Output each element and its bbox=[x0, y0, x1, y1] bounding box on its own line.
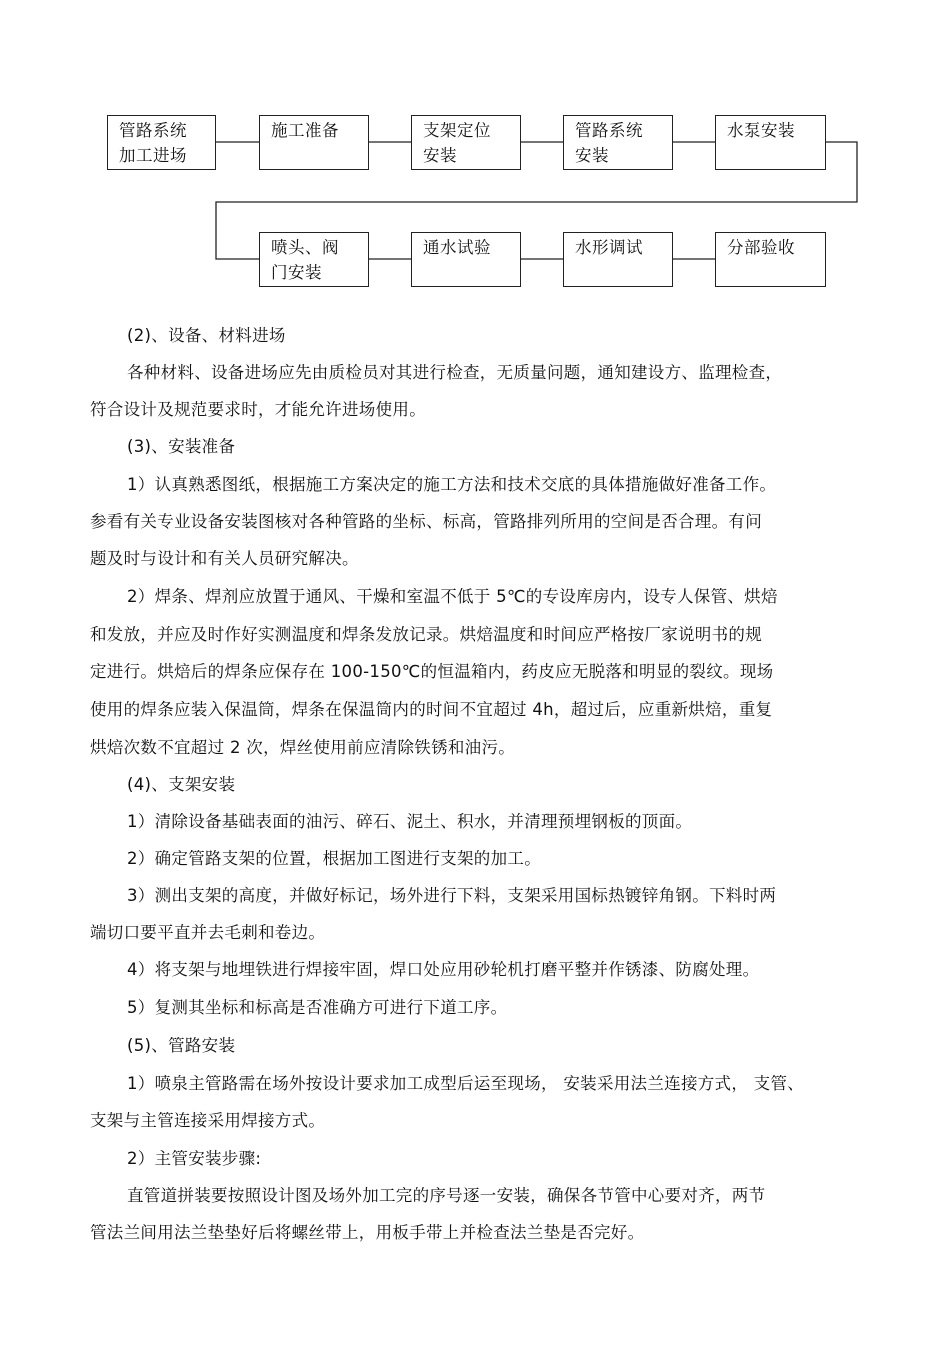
flow-step-acceptance bbox=[715, 232, 826, 287]
paragraph-line: 4）将支架与地埋铁进行焊接牢固，焊口处应用砂轮机打磨平整并作锈漆、防腐处理。 bbox=[127, 960, 760, 979]
paragraph-line: 管法兰间用法兰垫垫好后将螺丝带上，用板手带上并检查法兰垫是否完好。 bbox=[90, 1223, 645, 1242]
flow-step-label: 管路系统 加工进场 bbox=[119, 121, 187, 165]
flow-step-pump-install bbox=[715, 115, 826, 170]
paragraph-line: 直管道拼装要按照设计图及场外加工完的序号逐一安装，确保各节管中心要对齐，两节 bbox=[127, 1186, 766, 1205]
paragraph-line: 2）主管安装步骤: bbox=[127, 1149, 262, 1168]
paragraph-line: 支架与主管连接采用焊接方式。 bbox=[90, 1111, 326, 1130]
paragraph-line: 定进行。烘焙后的焊条应保存在 100-150℃的恒温箱内，药皮应无脱落和明显的裂纹。现场 bbox=[90, 662, 774, 681]
flow-step-pipe-processing bbox=[107, 115, 216, 170]
section-heading: (2)、设备、材料进场 bbox=[127, 326, 286, 345]
flow-step-label: 分部验收 bbox=[727, 238, 795, 257]
flow-step-water-shape-debug bbox=[563, 232, 673, 287]
flow-step-bracket-install bbox=[411, 115, 521, 170]
paragraph-line: 题及时与设计和有关人员研究解决。 bbox=[90, 549, 359, 568]
paragraph-line: 烘焙次数不宜超过 2 次，焊丝使用前应清除铁锈和油污。 bbox=[90, 738, 516, 757]
flow-step-label: 喷头、阀 门安装 bbox=[271, 238, 339, 282]
flow-step-label: 管路系统 安装 bbox=[575, 121, 643, 165]
paragraph-line: 参看有关专业设备安装图核对各种管路的坐标、标高，管路排列所用的空间是否合理。有问 bbox=[90, 512, 762, 531]
section-heading: (4)、支架安装 bbox=[127, 775, 236, 794]
flow-step-label: 水泵安装 bbox=[727, 121, 795, 140]
paragraph-line: 端切口要平直并去毛刺和卷边。 bbox=[90, 923, 326, 942]
paragraph-line: 各种材料、设备进场应先由质检员对其进行检查，无质量问题，通知建设方、监理检查， bbox=[127, 363, 783, 382]
paragraph-line: 使用的焊条应装入保温筒，焊条在保温筒内的时间不宜超过 4h，超过后，应重新烘焙，重复 bbox=[90, 700, 773, 719]
construction-flowchart bbox=[0, 0, 950, 300]
paragraph-line: 1）清除设备基础表面的油污、碎石、泥土、积水，并清理预埋钢板的顶面。 bbox=[127, 812, 693, 831]
flow-step-label: 施工准备 bbox=[271, 121, 339, 140]
flow-step-water-test bbox=[411, 232, 521, 287]
flow-step-label: 支架定位 安装 bbox=[423, 121, 491, 165]
section-heading: (5)、管路安装 bbox=[127, 1036, 236, 1055]
section-heading: (3)、安装准备 bbox=[127, 437, 236, 456]
flow-step-label: 通水试验 bbox=[423, 238, 491, 257]
paragraph-line: 2）焊条、焊剂应放置于通风、干燥和室温不低于 5℃的专设库房内，设专人保管、烘焙 bbox=[127, 587, 778, 606]
flow-step-label: 水形调试 bbox=[575, 238, 643, 257]
paragraph-line: 符合设计及规范要求时，才能允许进场使用。 bbox=[90, 400, 426, 419]
paragraph-line: 2）确定管路支架的位置，根据加工图进行支架的加工。 bbox=[127, 849, 541, 868]
flow-step-nozzle-valve-install bbox=[259, 232, 369, 287]
paragraph-line: 3）测出支架的高度，并做好标记，场外进行下料，支架采用国标热镀锌角钢。下料时两 bbox=[127, 886, 777, 905]
paragraph-line: 1）认真熟悉图纸，根据施工方案决定的施工方法和技术交底的具体措施做好准备工作。 bbox=[127, 475, 777, 494]
flow-step-preparation bbox=[259, 115, 369, 170]
paragraph-line: 1）喷泉主管路需在场外按设计要求加工成型后运至现场， 安装采用法兰连接方式， 支管、 bbox=[127, 1074, 805, 1093]
flow-step-pipe-install bbox=[563, 115, 673, 170]
paragraph-line: 5）复测其坐标和标高是否准确方可进行下道工序。 bbox=[127, 998, 508, 1017]
paragraph-line: 和发放，并应及时作好实测温度和焊条发放记录。烘焙温度和时间应严格按厂家说明书的规 bbox=[90, 625, 762, 644]
